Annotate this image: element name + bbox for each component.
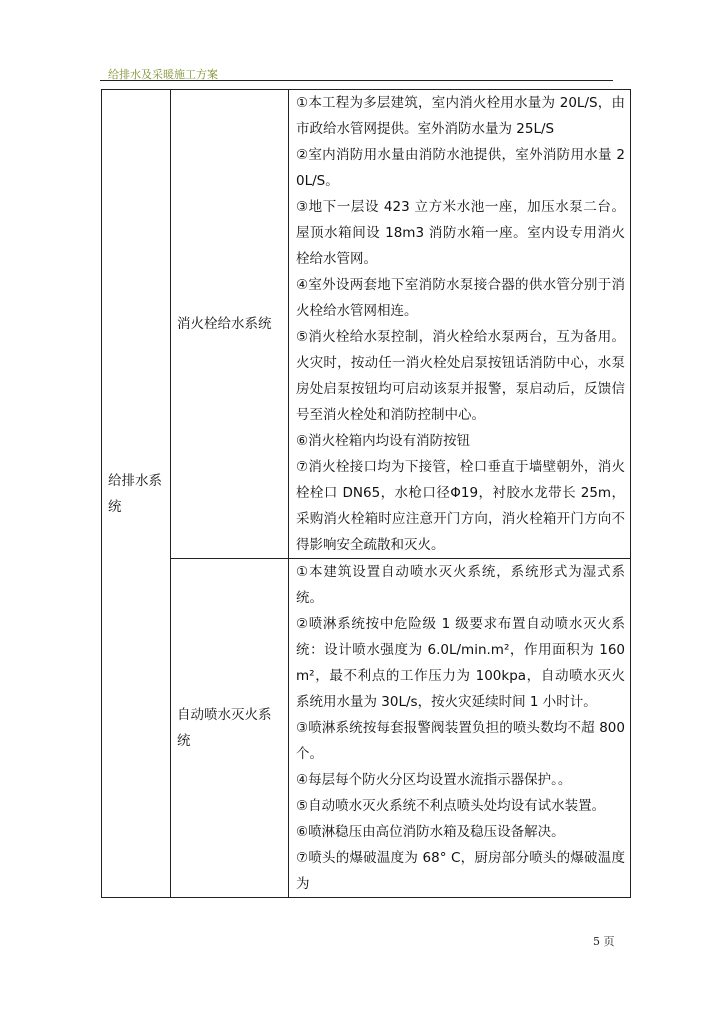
subsystem-cell: [171, 90, 289, 559]
list-item: ①本工程为多层建筑，室内消火栓用水量为 20L/S，由市政给水管网提供。室外消防水量为 25L/S: [296, 95, 625, 137]
list-item: ①本建筑设置自动喷水灭火系统，系统形式为湿式系统。: [296, 564, 625, 606]
table-row: [102, 90, 631, 559]
list-item: ⑤自动喷水灭火系统不利点喷头处均设有试水装置。: [296, 798, 606, 814]
category-cell: [102, 90, 171, 898]
list-item: ⑥喷淋稳压由高位消防水箱及稳压设备解决。: [296, 824, 565, 840]
list-item: ④室外设两套地下室消防水泵接合器的供水管分别于消火栓给水管网相连。: [296, 277, 625, 319]
list-item: ③喷淋系统按每套报警阀装置负担的喷头数均不超 800 个。: [296, 720, 625, 762]
table-row: [102, 559, 631, 898]
list-item: ④每层每个防火分区均设置水流指示器保护。。: [296, 772, 572, 788]
list-item: ②室内消防用水量由消防水池提供，室外消防用水量 20L/S。: [296, 147, 625, 189]
header-divider: [100, 80, 613, 81]
spec-table: [101, 89, 631, 898]
header-title: 给排水及采暖施工方案: [108, 68, 218, 81]
page-number: 5 页: [593, 935, 615, 948]
category-label: 给排水系统: [108, 472, 162, 515]
list-item: ⑦消火栓接口均为下接管，栓口垂直于墙壁朝外，消火栓栓口 DN65，水枪口径Φ19，衬胶水龙带长 25m，采购消火栓箱时应注意开门方向，消火栓箱开门方向不得影响安全疏散和灭火。: [296, 459, 625, 553]
list-item: ③地下一层设 423 立方米水池一座，加压水泵二台。屋顶水箱间设 18m3 消防水箱一座。室内设专用消火栓给水管网。: [296, 199, 625, 267]
subsystem-name: 消火栓给水系统: [177, 316, 272, 332]
subsystem-cell: [171, 559, 289, 898]
list-item: ②喷淋系统按中危险级 1 级要求布置自动喷水灭火系统：设计喷水强度为 6.0L/min.m²，作用面积为 160m²，最不利点的工作压力为 100kpa，自动喷水灭火系统用水量为 30L/s，按火灾延续时间 1 小时计。: [296, 616, 625, 710]
content-cell: [289, 90, 631, 559]
content-cell: [289, 559, 631, 898]
list-item: ⑦喷头的爆破温度为 68° C，厨房部分喷头的爆破温度为: [296, 850, 625, 892]
list-item: ⑤消火栓给水泵控制，消火栓给水泵两台，互为备用。火灾时，按动任一消火栓处启泵按钮话消防中心，水泵房处启泵按钮均可启动该泵并报警，泵启动后，反馈信号至消火栓处和消防控制中心。: [296, 329, 625, 423]
subsystem-name: 自动喷水灭火系统: [177, 707, 272, 749]
list-item: ⑥消火栓箱内均设有消防按钮: [296, 433, 471, 449]
